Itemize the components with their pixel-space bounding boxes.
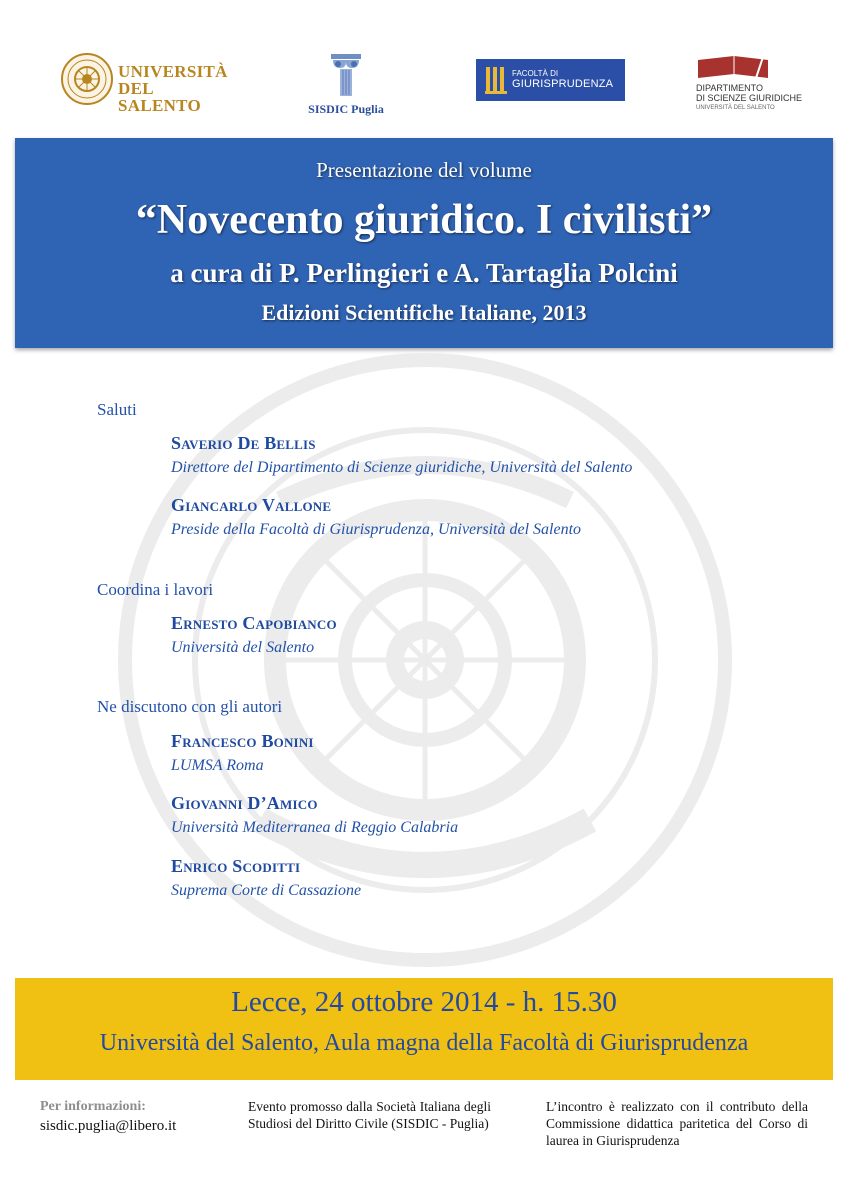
speaker-entry bbox=[171, 731, 314, 775]
speaker-affiliation: Suprema Corte di Cassazione bbox=[171, 882, 362, 899]
unisalento-seal-icon bbox=[60, 52, 114, 106]
section-coordina: Coordina i lavori bbox=[97, 580, 214, 599]
speaker-affiliation: Direttore del Dipartimento di Scienze giuridiche, Università del Salento bbox=[171, 459, 633, 476]
speaker-name: Giancarlo Vallone bbox=[171, 495, 332, 515]
speaker-name: Ernesto Capobianco bbox=[171, 613, 337, 633]
speaker-entry bbox=[171, 495, 581, 539]
unisalento-logo bbox=[60, 52, 240, 115]
book-publisher: Edizioni Scientifiche Italiane, 2013 bbox=[261, 300, 587, 325]
giurisprudenza-line-1: FACOLTÀ DI bbox=[512, 69, 559, 78]
contact-email[interactable]: sisdic.puglia@libero.it bbox=[40, 1118, 177, 1134]
speaker-affiliation: LUMSA Roma bbox=[171, 757, 264, 774]
speaker-entry bbox=[171, 613, 337, 657]
column-capital-icon bbox=[329, 52, 363, 98]
speaker-name: Giovanni D’Amico bbox=[171, 793, 318, 813]
speaker-name: Francesco Bonini bbox=[171, 731, 314, 751]
giurisprudenza-logo bbox=[476, 59, 625, 101]
info-label: Per informazioni: bbox=[40, 1099, 146, 1114]
faculty-mark-icon bbox=[485, 65, 507, 95]
dsg-line-1: DIPARTIMENTO bbox=[696, 83, 764, 93]
speaker-affiliation: Preside della Facoltà di Giurisprudenza, Università del Salento bbox=[171, 521, 582, 538]
event-place: Università del Salento, Aula magna della Facoltà di Giurisprudenza bbox=[99, 1030, 749, 1056]
speaker-entry bbox=[171, 793, 458, 837]
title-banner bbox=[15, 138, 833, 348]
book-editors: a cura di P. Perlingieri e A. Tartaglia Polcini bbox=[170, 258, 678, 288]
section-saluti: Saluti bbox=[97, 400, 137, 419]
speaker-affiliation: Università del Salento bbox=[171, 639, 315, 656]
unisalento-line-1: UNIVERSITÀ bbox=[118, 62, 228, 81]
speaker-entry bbox=[171, 856, 361, 900]
event-band bbox=[15, 978, 833, 1080]
speaker-name: Saverio De Bellis bbox=[171, 433, 316, 453]
giurisprudenza-line-2: GIURISPRUDENZA bbox=[512, 78, 614, 90]
dipartimento-logo bbox=[690, 52, 810, 118]
speaker-affiliation: Università Mediterranea di Reggio Calabria bbox=[171, 819, 459, 836]
section-discutono: Ne discutono con gli autori bbox=[97, 697, 283, 716]
speaker-name: Enrico Scoditti bbox=[171, 856, 301, 876]
sisdic-label: SISDIC Puglia bbox=[308, 102, 384, 116]
banner-intro: Presentazione del volume bbox=[316, 158, 532, 182]
dsg-line-2: DI SCIENZE GIURIDICHE bbox=[696, 93, 803, 103]
book-title: “Novecento giuridico. I civilisti” bbox=[135, 197, 713, 243]
event-date-time: Lecce, 24 ottobre 2014 - h. 15.30 bbox=[231, 986, 617, 1018]
promoted-by-note: Evento promosso dalla Società Italiana degli Studiosi del Diritto Civile (SISDIC - Puglia) bbox=[248, 1099, 491, 1131]
sisdic-logo bbox=[300, 52, 392, 122]
book-icon bbox=[694, 52, 772, 82]
contribution-note: L’incontro è realizzato con il contributo della Commissione didattica paritetica del Corso di laurea in Giurisprudenza bbox=[546, 1099, 808, 1148]
speaker-entry bbox=[171, 433, 632, 477]
unisalento-line-2: DEL SALENTO bbox=[118, 79, 202, 115]
dsg-line-3: UNIVERSITÀ DEL SALENTO bbox=[696, 105, 775, 111]
